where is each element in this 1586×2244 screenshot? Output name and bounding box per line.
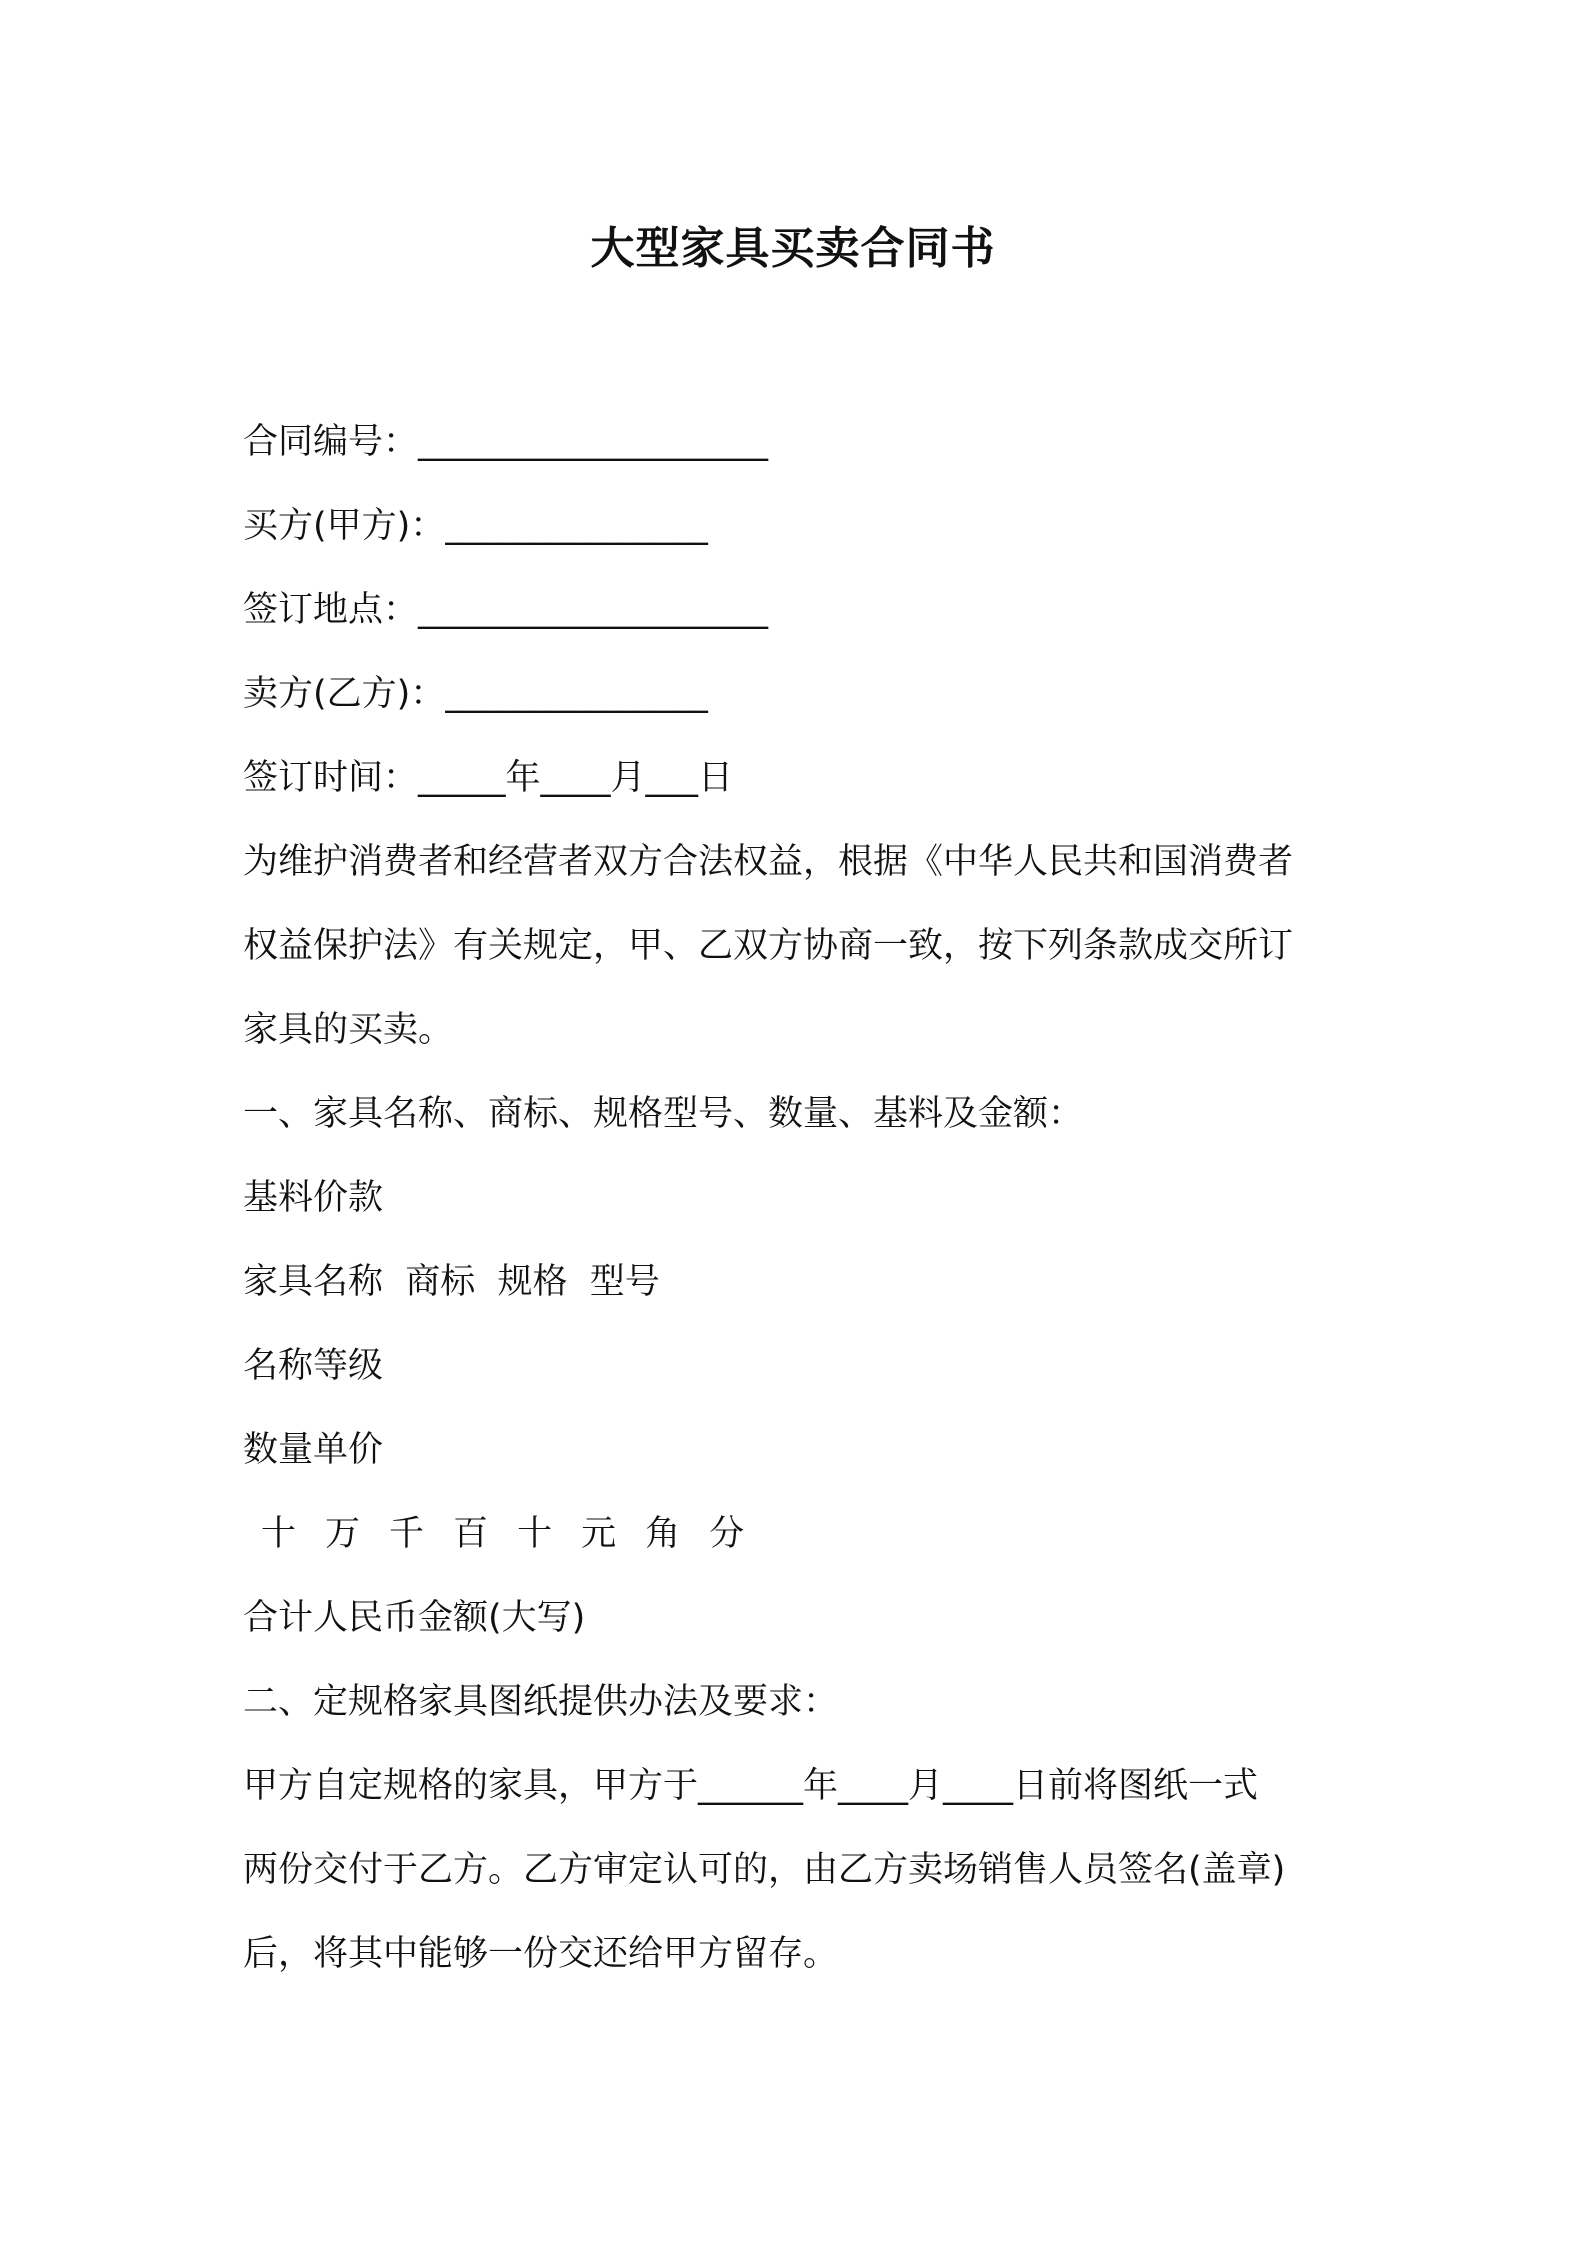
preamble-line-3: 家具的买卖。 — [243, 1010, 454, 1050]
section2-heading: 二、定规格家具图纸提供办法及要求： — [243, 1682, 839, 1722]
section2-text-a: 甲方自定规格的家具，甲方于 — [243, 1766, 699, 1806]
unit-shi-wan: 十 — [261, 1514, 297, 1554]
document-title: 大型家具买卖合同书 — [590, 223, 996, 274]
section2-line-3: 后，将其中能够一份交还给甲方留存。 — [243, 1934, 839, 1974]
unit-qian: 千 — [389, 1514, 425, 1554]
section1-quantity: 数量单价 — [243, 1430, 384, 1470]
buyer-label: 买方(甲方)： — [243, 506, 446, 546]
sign-time-day-blank: ___ — [645, 758, 699, 798]
section1-columns: 家具名称 商标 规格 型号 — [243, 1262, 660, 1302]
section1-money-units — [243, 1492, 1355, 1576]
section2-year: 年 — [803, 1766, 839, 1806]
sign-time-year-blank: _____ — [418, 758, 506, 798]
unit-jiao: 角 — [645, 1514, 681, 1554]
section1-grade: 名称等级 — [243, 1346, 384, 1386]
seller-blank: _______________ — [445, 674, 708, 714]
unit-yuan: 元 — [581, 1514, 617, 1554]
sign-time-label: 签订时间： — [243, 758, 419, 798]
section1-total: 合计人民币金额(大写) — [243, 1598, 586, 1638]
unit-bai: 百 — [453, 1514, 489, 1554]
sign-time-line — [243, 736, 1355, 820]
section1-base-price: 基料价款 — [243, 1178, 384, 1218]
seller-line — [243, 652, 1355, 736]
contract-number-label: 合同编号： — [243, 422, 419, 462]
seller-label: 卖方(乙方)： — [243, 674, 446, 714]
sign-time-day: 日 — [698, 758, 734, 798]
sign-time-month: 月 — [610, 758, 646, 798]
unit-fen: 分 — [709, 1514, 745, 1554]
document-body — [243, 400, 1355, 1996]
sign-place-label: 签订地点： — [243, 590, 419, 630]
sign-time-year: 年 — [505, 758, 541, 798]
section2-year-blank: ______ — [698, 1766, 804, 1806]
sign-place-line — [243, 568, 1355, 652]
contract-number-blank: ____________________ — [418, 422, 769, 462]
buyer-blank: _______________ — [445, 506, 708, 546]
section1-heading: 一、家具名称、商标、规格型号、数量、基料及金额： — [243, 1094, 1084, 1134]
buyer-line — [243, 484, 1355, 568]
unit-shi: 十 — [517, 1514, 553, 1554]
section2-month-blank: ____ — [838, 1766, 909, 1806]
preamble-line-2: 权益保护法》有关规定，甲、乙双方协商一致，按下列条款成交所订 — [243, 926, 1294, 966]
preamble-line-1: 为维护消费者和经营者双方合法权益，根据《中华人民共和国消费者 — [243, 842, 1294, 882]
sign-place-blank: ____________________ — [418, 590, 769, 630]
section2-day-blank: ____ — [943, 1766, 1014, 1806]
section2-text-b: 日前将图纸一式 — [1013, 1766, 1259, 1806]
sign-time-month-blank: ____ — [540, 758, 611, 798]
contract-number-line — [243, 400, 1355, 484]
section2-line-2: 两份交付于乙方。乙方审定认可的，由乙方卖场销售人员签名(盖章) — [243, 1850, 1286, 1890]
section2-month: 月 — [908, 1766, 944, 1806]
unit-wan: 万 — [325, 1514, 361, 1554]
section2-line-1 — [243, 1744, 1355, 1828]
